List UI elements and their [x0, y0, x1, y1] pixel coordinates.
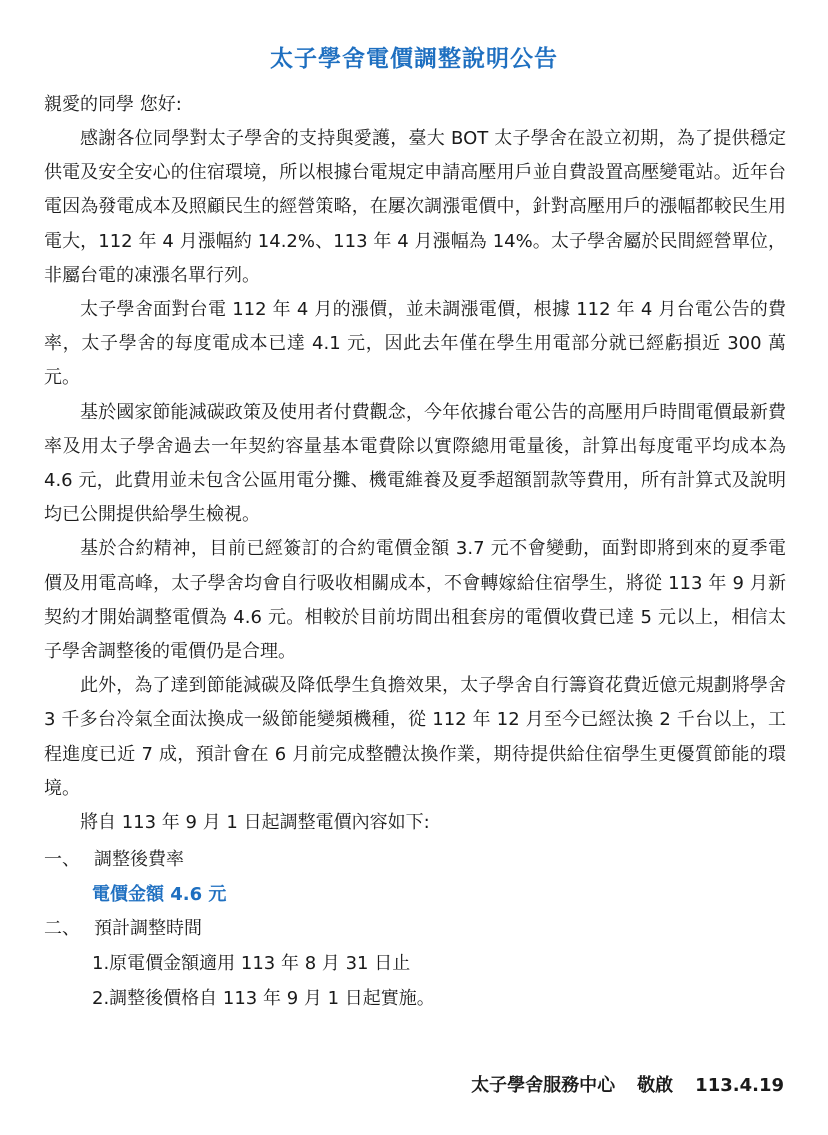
sub-item — [92, 984, 435, 1010]
signature-org: 太子學舍服務中心 — [471, 1075, 616, 1096]
list-item-label: 預計調整時間 — [94, 918, 202, 939]
greeting: 親愛的同學 您好: — [44, 94, 182, 115]
list-item-number: 一、 — [44, 849, 80, 870]
list-item-number: 二、 — [44, 918, 80, 939]
list-item — [44, 845, 184, 871]
sub-item-text: 2.調整後價格自 113 年 9 月 1 日起實施。 — [92, 988, 435, 1009]
sub-item — [92, 949, 410, 975]
announcement-body — [44, 122, 786, 840]
paragraph-cost-basis: 基於國家節能減碳政策及使用者付費觀念，今年依據台電公告的高壓用戶時間電價最新費率及用太子學舍過去一年契約容量基本電費除以實際總用電量後，計算出每度電平均成本為 4.6 元，此費用並未包含公區用電分攤、機電維養及夏季超額罰款等費用，所有計算式及說明均已公開提供給學生檢視。 — [44, 401, 786, 526]
list-item — [44, 914, 202, 940]
paragraph-intro: 感謝各位同學對太子學舍的支持與愛護，臺大 BOT 太子學舍在設立初期，為了提供穩定供電及安全安心的住宿環境，所以根據台電規定申請高壓用戶並自費設置高壓變電站。近年台電因為發電成本及照顧民生的經營策略，在屢次調漲電價中，針對高壓用戶的漲幅都較民生用電大，112 年 4 月漲幅約 14.2%、113 年 4 月漲幅為 14%。太子學舍屬於民間經營單位，非屬台電的凍漲名單行列。 — [44, 128, 786, 286]
new-rate-value — [92, 880, 226, 906]
page-title: 太子學舍電價調整說明公告 — [270, 46, 558, 72]
paragraph-price-history: 太子學舍面對台電 112 年 4 月的漲價，並未調漲電價，根據 112 年 4 月台電公告的費率，太子學舍的每度電成本已達 4.1 元，因此去年僅在學生用電部分就已經虧損近 300 萬元。 — [44, 299, 786, 389]
paragraph-contract: 基於合約精神，目前已經簽訂的合約電價金額 3.7 元不會變動，面對即將到來的夏季電價及用電高峰，太子學舍均會自行吸收相關成本，不會轉嫁給住宿學生，將從 113 年 9 月新契約才開始調整電價為 4.6 元。相較於目前坊間出租套房的電價收費已達 5 元以上，相信太子學舍調整後的電價仍是合理。 — [44, 538, 786, 663]
paragraph-adjustment-intro: 將自 113 年 9 月 1 日起調整電價內容如下: — [80, 812, 430, 834]
signature — [471, 1071, 784, 1097]
new-rate-text: 電價金額 4.6 元 — [92, 884, 227, 905]
signature-closing: 敬啟 — [637, 1075, 674, 1096]
signature-date: 113.4.19 — [695, 1075, 784, 1096]
paragraph-energy-saving: 此外，為了達到節能減碳及降低學生負擔效果，太子學舍自行籌資花費近億元規劃將學舍 3 千多台冷氣全面汰換成一級節能變頻機種，從 112 年 12 月至今已經汰換 2 千台以上，工程進度已近 7 成，預計會在 6 月前完成整體汰換作業，期待提供給住宿學生更優質節能的環境。 — [44, 675, 786, 799]
list-item-label: 調整後費率 — [94, 849, 184, 870]
sub-item-text: 1.原電價金額適用 113 年 8 月 31 日止 — [92, 953, 411, 974]
